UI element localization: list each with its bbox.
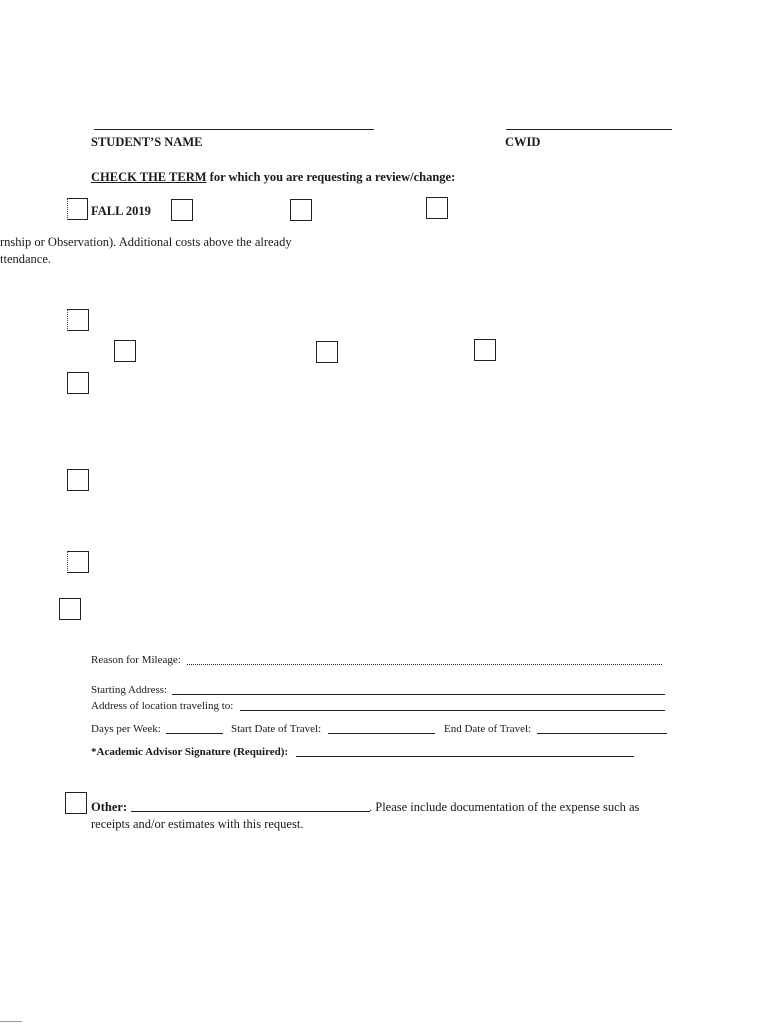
cwid-label: CWID [505, 135, 541, 149]
end-date-field[interactable] [537, 733, 667, 734]
other-text: . Please include documentation of the expense such as [369, 800, 640, 814]
sub-option-checkbox-2[interactable] [316, 341, 338, 363]
student-name-line[interactable] [94, 129, 374, 130]
other-label: Other: [91, 800, 128, 814]
start-date-label: Start Date of Travel: [231, 723, 322, 735]
cut-text-line-1: rnship or Observation). Additional costs above the already [0, 235, 292, 249]
sub-option-checkbox-3[interactable] [474, 339, 496, 361]
other-text-line-2: receipts and/or estimates with this request. [91, 817, 304, 831]
corner-mark [0, 1021, 22, 1022]
term-instruction-rest: for which you are requesting a review/change: [206, 170, 456, 184]
cut-text-line-2: ttendance. [0, 252, 52, 266]
term-checkbox-4[interactable] [426, 197, 448, 219]
start-date-field[interactable] [328, 733, 435, 734]
term-checkbox-2[interactable] [171, 199, 193, 221]
end-date-label: End Date of Travel: [444, 723, 532, 735]
mileage-checkbox[interactable] [59, 598, 81, 620]
term-fall-2019-label: FALL 2019 [91, 204, 151, 218]
starting-address-label: Starting Address: [91, 684, 168, 696]
other-checkbox[interactable] [65, 792, 87, 814]
option-checkbox-4[interactable] [67, 551, 89, 573]
option-checkbox-2[interactable] [67, 372, 89, 394]
term-instruction-underlined: CHECK THE TERM [91, 170, 207, 184]
reason-for-mileage-label: Reason for Mileage: [91, 654, 181, 666]
term-instruction [91, 170, 455, 185]
starting-address-field[interactable] [172, 694, 665, 695]
advisor-signature-field[interactable] [296, 756, 634, 757]
cwid-line[interactable] [506, 129, 672, 130]
reason-for-mileage-field[interactable] [187, 664, 662, 665]
advisor-signature-label: *Academic Advisor Signature (Required): [91, 746, 289, 758]
option-checkbox-3[interactable] [67, 469, 89, 491]
student-name-label: STUDENT’S NAME [91, 135, 203, 149]
term-checkbox-3[interactable] [290, 199, 312, 221]
days-per-week-field[interactable] [166, 733, 223, 734]
days-per-week-label: Days per Week: [91, 723, 161, 735]
option-checkbox-1[interactable] [67, 309, 89, 331]
destination-address-label: Address of location traveling to: [91, 700, 234, 712]
term-fall-2019-checkbox[interactable] [67, 198, 88, 220]
other-field[interactable] [131, 811, 370, 812]
destination-address-field[interactable] [240, 710, 665, 711]
sub-option-checkbox-1[interactable] [114, 340, 136, 362]
